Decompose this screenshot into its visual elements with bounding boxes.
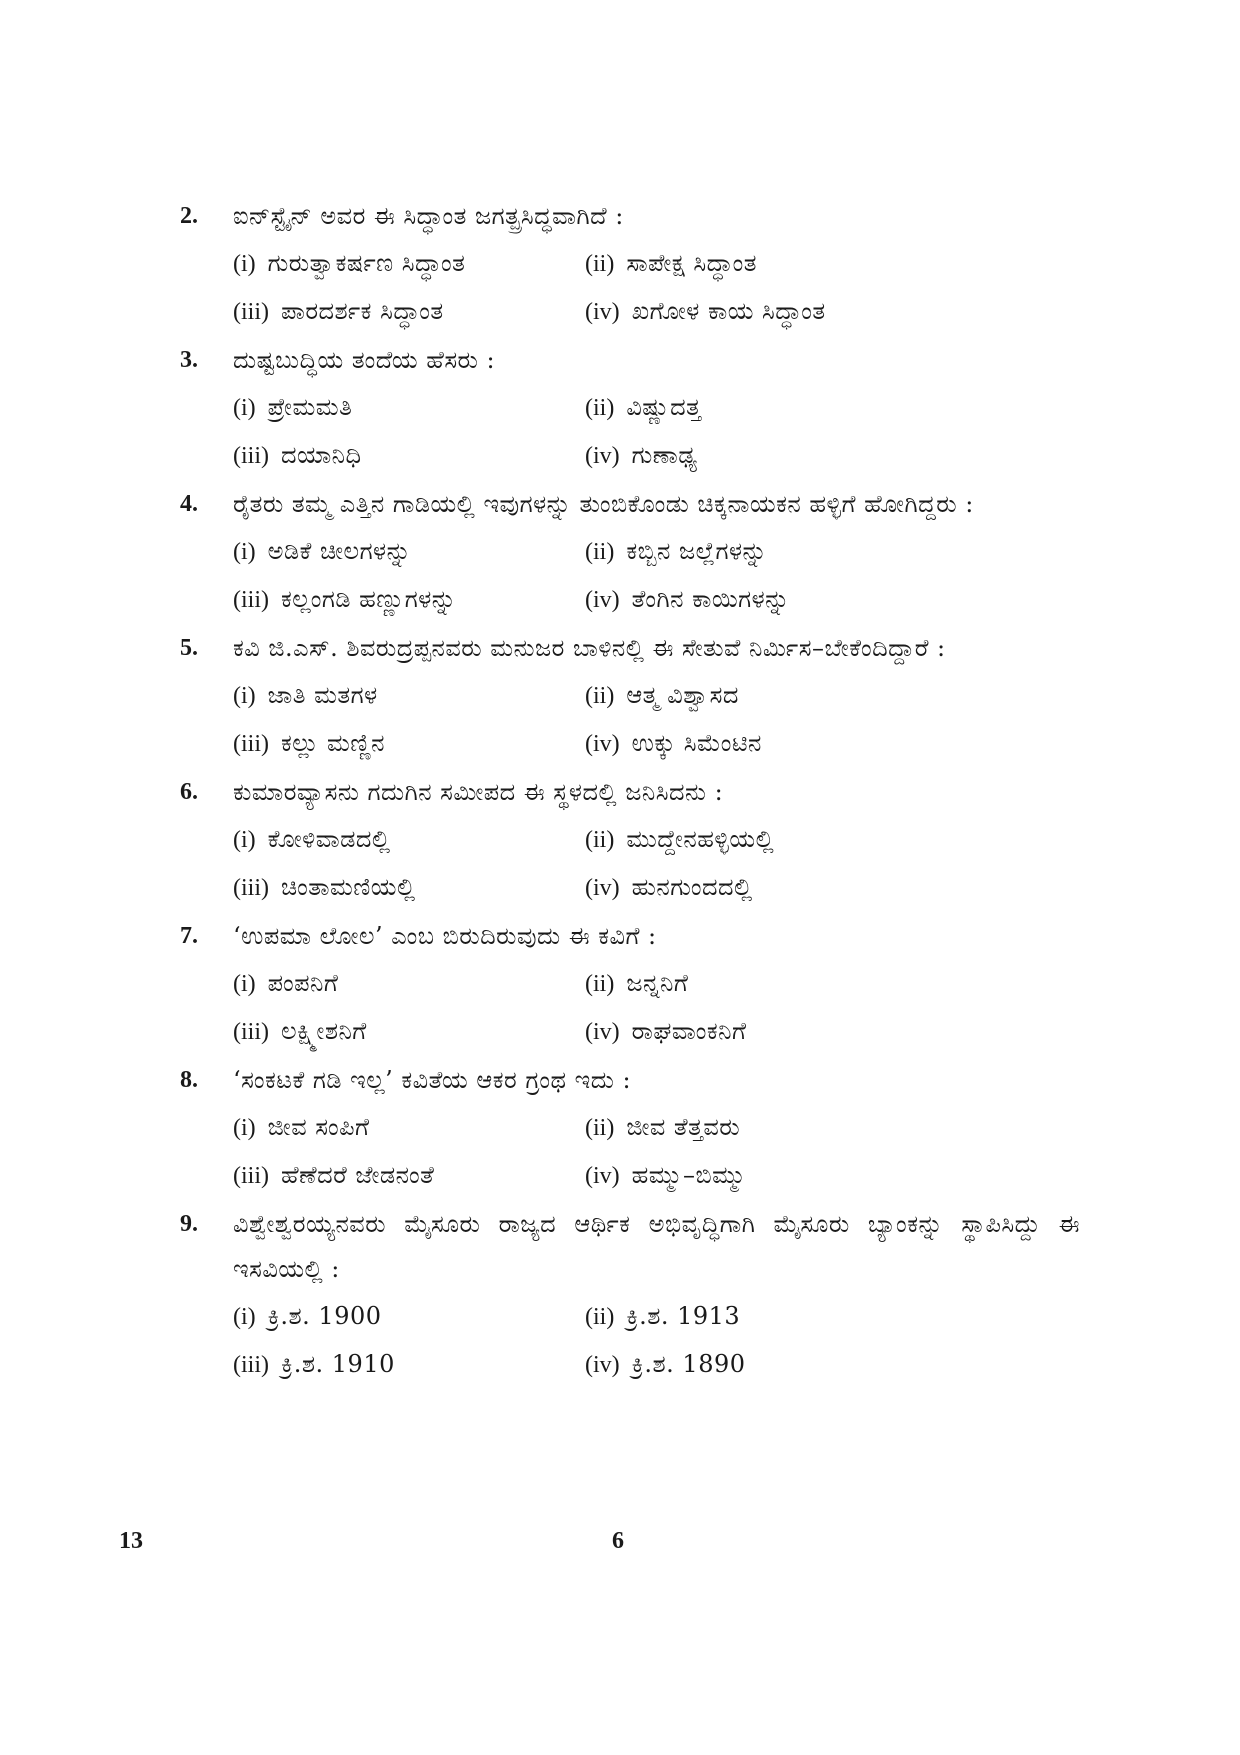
option-iv — [585, 1151, 985, 1199]
option-text: ದಯಾನಿಧಿ — [281, 441, 362, 469]
option-i — [233, 815, 585, 863]
option-ii — [585, 1292, 985, 1340]
question-2 — [180, 194, 1080, 335]
option-iv — [585, 1340, 985, 1388]
question-text: ‘ಉಪಮಾ ಲೋಲ’ ಎಂಬ ಬಿರುದಿರುವುದು ಈ ಕವಿಗೆ : — [233, 922, 657, 950]
question-stem — [180, 1202, 1080, 1292]
option-text: ಜೀವ ಸಂಪಿಗೆ — [267, 1113, 370, 1141]
option-label: (i) — [233, 395, 256, 421]
option-ii — [585, 1103, 985, 1151]
option-iii — [233, 287, 585, 335]
option-label: (iii) — [233, 443, 269, 469]
option-iii — [233, 863, 585, 911]
option-label: (iii) — [233, 587, 269, 613]
question-stem — [180, 482, 1080, 527]
question-4 — [180, 482, 1080, 623]
option-text: ಕ್ರಿ.ಶ. 1900 — [267, 1302, 382, 1330]
option-label: (ii) — [585, 1304, 615, 1330]
option-text: ಪ್ರೇಮಮತಿ — [267, 393, 353, 421]
option-i — [233, 239, 585, 287]
option-label: (ii) — [585, 251, 615, 277]
question-text: ಐನ್‌ಸ್ಟೈನ್ ಅವರ ಈ ಸಿದ್ಧಾಂತ ಜಗತ್ಪ್ರಸಿದ್ಧವಾಗಿದೆ : — [233, 202, 624, 230]
question-stem — [180, 1058, 1080, 1103]
option-label: (iv) — [585, 731, 620, 757]
option-iii — [233, 575, 585, 623]
options-grid — [233, 671, 1080, 767]
option-i — [233, 527, 585, 575]
option-label: (iii) — [233, 1019, 269, 1045]
question-text: ದುಷ್ಟಬುದ್ಧಿಯ ತಂದೆಯ ಹೆಸರು : — [233, 346, 496, 374]
option-iv — [585, 431, 985, 479]
question-text: ಕವಿ ಜಿ.ಎಸ್. ಶಿವರುದ್ರಪ್ಪನವರು ಮನುಜರ ಬಾಳಿನಲ್ಲಿ ಈ ಸೇತುವೆ ನಿರ್ಮಿಸ–ಬೇಕೆಂದಿದ್ದಾರೆ : — [233, 634, 946, 662]
option-text: ಜೀವ ತೆತ್ತವರು — [626, 1113, 741, 1141]
page-number: 6 — [612, 1528, 624, 1554]
option-iii — [233, 1151, 585, 1199]
option-label: (ii) — [585, 971, 615, 997]
question-stem — [180, 770, 1080, 815]
question-stem — [180, 194, 1080, 239]
option-iii — [233, 431, 585, 479]
option-ii — [585, 959, 985, 1007]
option-text: ಕ್ರಿ.ಶ. 1910 — [281, 1350, 395, 1378]
option-iv — [585, 287, 985, 335]
question-number: 3. — [180, 347, 198, 373]
option-label: (i) — [233, 1304, 256, 1330]
option-ii — [585, 239, 985, 287]
options-grid — [233, 527, 1080, 623]
question-text: ವಿಶ್ವೇಶ್ವರಯ್ಯನವರು ಮೈಸೂರು ರಾಜ್ಯದ ಆರ್ಥಿಕ ಅಭಿವೃದ್ಧಿಗಾಗಿ ಮೈಸೂರು ಬ್ಯಾಂಕನ್ನು ಸ್ಥಾಪಿಸಿದ್ದು ಈ ಇಸವಿಯಲ್ಲಿ : — [233, 1210, 1080, 1283]
option-label: (ii) — [585, 539, 615, 565]
question-text: ‘ಸಂಕಟಕೆ ಗಡಿ ಇಲ್ಲ’ ಕವಿತೆಯ ಆಕರ ಗ್ರಂಥ ಇದು : — [233, 1066, 632, 1094]
option-text: ಪಾರದರ್ಶಕ ಸಿದ್ಧಾಂತ — [281, 297, 444, 325]
question-6 — [180, 770, 1080, 911]
question-stem — [180, 626, 1080, 671]
options-grid — [233, 383, 1080, 479]
option-text: ಕ್ರಿ.ಶ. 1890 — [631, 1350, 746, 1378]
option-label: (iii) — [233, 875, 269, 901]
option-text: ಗುಣಾಢ್ಯ — [631, 441, 698, 469]
question-number: 7. — [180, 923, 198, 949]
question-7 — [180, 914, 1080, 1055]
option-text: ಚಿಂತಾಮಣಿಯಲ್ಲಿ — [281, 873, 416, 901]
option-text: ಹಮ್ಮು–ಬಿಮ್ಮು — [631, 1161, 747, 1189]
option-ii — [585, 527, 985, 575]
option-text: ಜನ್ನನಿಗೆ — [626, 969, 689, 997]
option-iii — [233, 719, 585, 767]
question-stem — [180, 338, 1080, 383]
option-text: ಖಗೋಳ ಕಾಯ ಸಿದ್ಧಾಂತ — [631, 297, 826, 325]
option-label: (i) — [233, 539, 256, 565]
option-text: ಕಲ್ಲಂಗಡಿ ಹಣ್ಣುಗಳನ್ನು — [281, 585, 457, 613]
option-text: ಹೆಣೆದರೆ ಜೇಡನಂತೆ — [281, 1161, 435, 1189]
option-label: (iii) — [233, 731, 269, 757]
option-text: ತೆಂಗಿನ ಕಾಯಿಗಳನ್ನು — [631, 585, 790, 613]
options-grid — [233, 815, 1080, 911]
option-text: ಅಡಿಕೆ ಚೀಲಗಳನ್ನು — [267, 537, 412, 565]
question-number: 4. — [180, 491, 198, 517]
option-text: ಸಾಪೇಕ್ಷ ಸಿದ್ಧಾಂತ — [626, 249, 757, 277]
question-stem — [180, 914, 1080, 959]
question-5 — [180, 626, 1080, 767]
option-ii — [585, 815, 985, 863]
option-iv — [585, 1007, 985, 1055]
option-text: ಹುನಗುಂದದಲ್ಲಿ — [631, 873, 753, 901]
option-label: (i) — [233, 251, 256, 277]
option-text: ರಾಘವಾಂಕನಿಗೆ — [631, 1017, 747, 1045]
option-text: ಗುರುತ್ವಾಕರ್ಷಣ ಸಿದ್ಧಾಂತ — [267, 249, 466, 277]
question-number: 2. — [180, 203, 198, 229]
option-text: ಪಂಪನಿಗೆ — [267, 969, 339, 997]
option-label: (ii) — [585, 683, 615, 709]
option-label: (iv) — [585, 299, 620, 325]
question-list — [180, 194, 1080, 1391]
question-text: ಕುಮಾರವ್ಯಾಸನು ಗದುಗಿನ ಸಮೀಪದ ಈ ಸ್ಥಳದಲ್ಲಿ ಜನಿಸಿದನು : — [233, 778, 724, 806]
option-i — [233, 1292, 585, 1340]
option-text: ಜಾತಿ ಮತಗಳ — [267, 681, 378, 709]
option-label: (iv) — [585, 1019, 620, 1045]
option-iii — [233, 1007, 585, 1055]
question-text: ರೈತರು ತಮ್ಮ ಎತ್ತಿನ ಗಾಡಿಯಲ್ಲಿ ಇವುಗಳನ್ನು ತುಂಬಿಕೊಂಡು ಚಿಕ್ಕನಾಯಕನ ಹಳ್ಳಿಗೆ ಹೋಗಿದ್ದರು : — [233, 490, 974, 518]
option-text: ಕೋಳಿವಾಡದಲ್ಲಿ — [267, 825, 391, 853]
option-label: (i) — [233, 971, 256, 997]
option-text: ವಿಷ್ಣುದತ್ತ — [626, 393, 702, 421]
question-number: 9. — [180, 1211, 198, 1237]
option-label: (iv) — [585, 1352, 620, 1378]
options-grid — [233, 1292, 1080, 1388]
options-grid — [233, 1103, 1080, 1199]
question-9 — [180, 1202, 1080, 1388]
option-i — [233, 1103, 585, 1151]
option-i — [233, 383, 585, 431]
option-ii — [585, 383, 985, 431]
options-grid — [233, 959, 1080, 1055]
option-iii — [233, 1340, 585, 1388]
option-text: ಮುದ್ದೇನಹಳ್ಳಿಯಲ್ಲಿ — [626, 825, 775, 853]
option-text: ಕ್ರಿ.ಶ. 1913 — [626, 1302, 741, 1330]
option-label: (iv) — [585, 1163, 620, 1189]
option-label: (ii) — [585, 1115, 615, 1141]
option-label: (iii) — [233, 1163, 269, 1189]
option-label: (iv) — [585, 587, 620, 613]
option-text: ಲಕ್ಷ್ಮೀಶನಿಗೆ — [281, 1017, 367, 1045]
option-label: (i) — [233, 1115, 256, 1141]
option-label: (ii) — [585, 827, 615, 853]
option-ii — [585, 671, 985, 719]
option-label: (ii) — [585, 395, 615, 421]
question-3 — [180, 338, 1080, 479]
option-iv — [585, 575, 985, 623]
option-text: ಉಕ್ಕು ಸಿಮೆಂಟಿನ — [631, 729, 762, 757]
option-label: (iv) — [585, 875, 620, 901]
question-number: 6. — [180, 779, 198, 805]
option-iv — [585, 863, 985, 911]
option-label: (i) — [233, 827, 256, 853]
option-i — [233, 959, 585, 1007]
question-8 — [180, 1058, 1080, 1199]
option-label: (i) — [233, 683, 256, 709]
footer-code: 13 — [119, 1528, 143, 1554]
option-text: ಕಲ್ಲು ಮಣ್ಣಿನ — [281, 729, 386, 757]
option-iv — [585, 719, 985, 767]
option-label: (iii) — [233, 1352, 269, 1378]
question-number: 5. — [180, 635, 198, 661]
question-number: 8. — [180, 1067, 198, 1093]
option-text: ಕಬ್ಬಿನ ಜಲ್ಲೆಗಳನ್ನು — [626, 537, 768, 565]
option-label: (iii) — [233, 299, 269, 325]
option-text: ಆತ್ಮ ವಿಶ್ವಾಸದ — [626, 681, 739, 709]
option-i — [233, 671, 585, 719]
option-label: (iv) — [585, 443, 620, 469]
options-grid — [233, 239, 1080, 335]
